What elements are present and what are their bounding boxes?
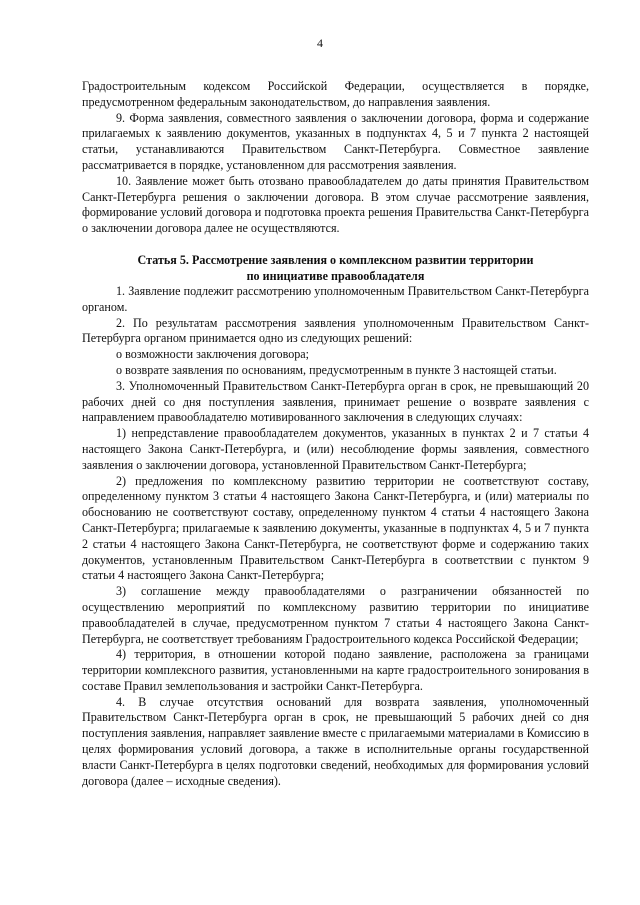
article-5-point-3-subitem-3: 3) соглашение между правообладателями о разграничении обязанностей по осуществлению мероприятий по комплексному развитию территории по инициативе правообладателей в случае, предусмотренном пунктом 7 статьи 4 настоящего Закона Санкт-Петербурга, не соответствует требованиям Градостроительного кодекса Российской Федерации; xyxy=(82,584,589,646)
article-5-point-3: 3. Уполномоченный Правительством Санкт-Петербурга орган в срок, не превышающий 20 рабочих дней со дня поступления заявления, принимает решение о возврате заявления с направлением правообладателю мотивированного заключения в следующих случаях: xyxy=(82,378,589,425)
article-5-point-4: 4. В случае отсутствия оснований для возврата заявления, уполномоченный Правительством Санкт-Петербурга орган в срок, не превышающий 5 рабочих дней со дня поступления заявления, направляет заявление вместе с прилагаемыми материалами в Комиссию в целях формирования условий договора, а также в исполнительные органы государственной власти Санкт-Петербурга в целях подготовки сведений, необходимых для формирования условий договора (далее – исходные сведения). xyxy=(82,694,589,788)
article-5-point-2-option-1: о возможности заключения договора; xyxy=(116,347,310,362)
paragraph-9: 9. Форма заявления, совместного заявления о заключении договора, форма и содержание прилагаемых к заявлению документов, указанных в подпунктах 4, 5 и 7 пункта 2 настоящей статьи, устанавливаются Правительством Санкт-Петербурга. Совместное заявление рассматривается в порядке, установленном для рассмотрения заявления. xyxy=(82,110,589,172)
article-5-point-3-subitem-1: 1) непредставление правообладателем документов, указанных в пунктах 2 и 7 статьи 4 настоящего Закона Санкт-Петербурга, и (или) несоблюдение формы заявления, совместного заявления о заключении договора, установленной Правительством Санкт-Петербурга; xyxy=(82,426,589,472)
article-5-point-2: 2. По результатам рассмотрения заявления уполномоченным Правительством Санкт-Петербурга органом принимается одно из следующих решений: xyxy=(82,315,589,346)
article-5-point-3-subitem-4: 4) территория, в отношении которой подано заявление, расположена за границами территории комплексного развития, установленными на карте градостроительного зонирования в составе Правил землепользования и застройки Санкт-Петербурга. xyxy=(82,647,589,693)
paragraph-10: 10. Заявление может быть отозвано правообладателем до даты принятия Правительством Санкт-Петербурга решения о заключении договора. В этом случае рассмотрение заявления, формирование условий договора и подготовка проекта решения Правительства Санкт-Петербурга о заключении договора далее не осуществляются. xyxy=(82,173,589,236)
article-title-line-2: по инициативе правообладателя xyxy=(246,268,425,283)
article-5-heading xyxy=(82,252,589,284)
article-title-line-1: Статья 5. Рассмотрение заявления о комплексном развитии территории xyxy=(137,252,534,267)
page-number: 4 xyxy=(317,36,323,50)
article-5-point-3-subitem-2: 2) предложения по комплексному развитию территории не соответствуют составу, определенному пунктом 3 статьи 4 настоящего Закона Санкт-Петербурга, и (или) материалы по обоснованию не соответствуют составу, определенному пунктом 4 статьи 4 настоящего Закона Санкт-Петербурга; прилагаемые к заявлению документы, указанные в подпунктах 4, 5 и 7 пункта 2 статьи 4 настоящего Закона Санкт-Петербурга, не соответствуют форме и содержанию таких документов, установленным Правительством Санкт-Петербурга в соответствии с пунктом 9 статьи 4 настоящего Закона Санкт-Петербурга; xyxy=(82,473,589,583)
article-5-point-1: 1. Заявление подлежит рассмотрению уполномоченным Правительством Санкт-Петербурга органом. xyxy=(82,283,589,314)
document-body xyxy=(82,79,589,789)
paragraph-intro: Градостроительным кодексом Российской Федерации, осуществляется в порядке, предусмотренном федеральным законодательством, до направления заявления. xyxy=(82,79,589,109)
article-5-point-2-option-2: о возврате заявления по основаниям, предусмотренным в пункте 3 настоящей статьи. xyxy=(116,362,557,377)
